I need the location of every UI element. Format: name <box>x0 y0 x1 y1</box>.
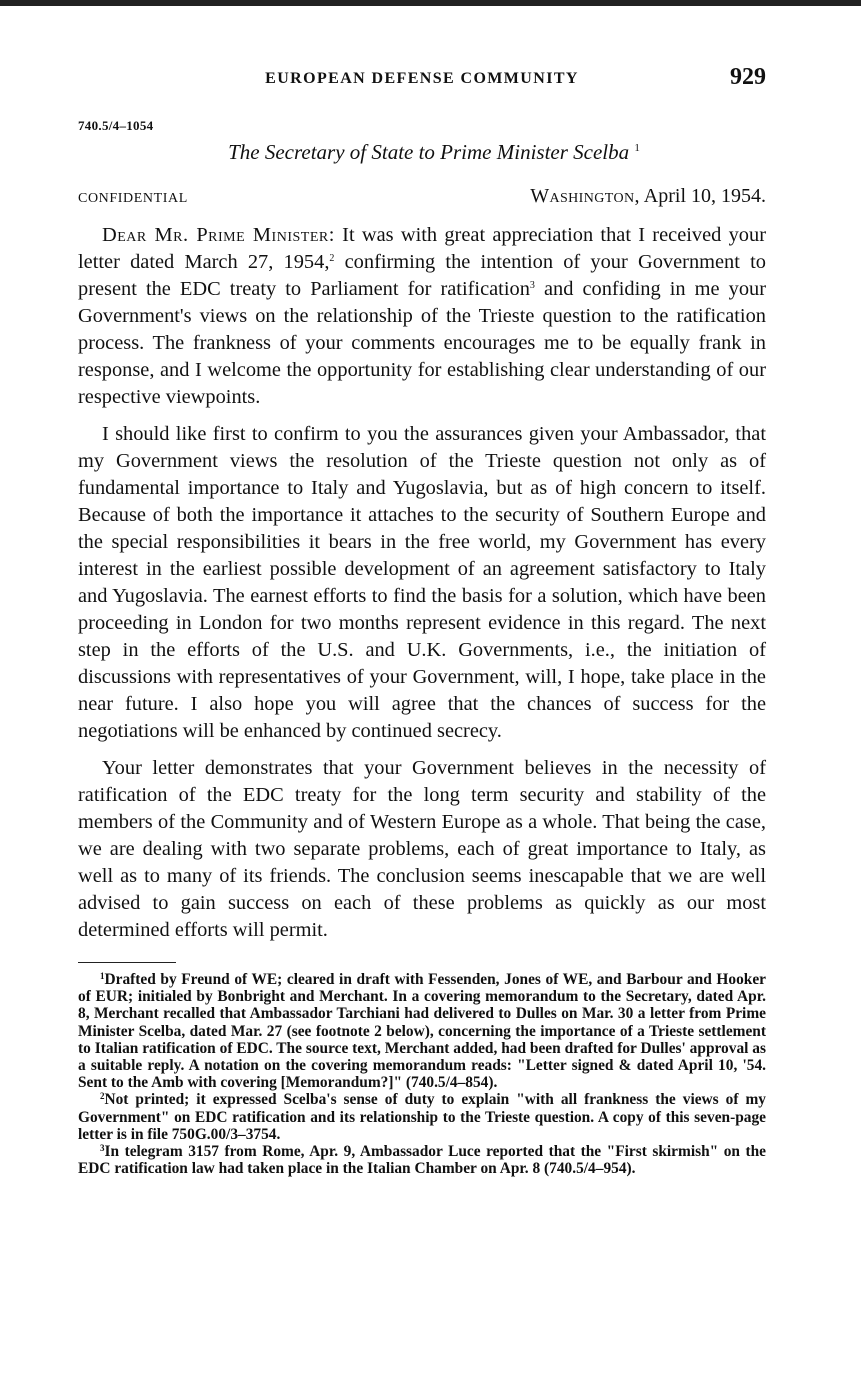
footnote-3 <box>78 1143 766 1177</box>
footnote-ref-3: 3 <box>529 280 535 291</box>
footnote-text: Not printed; it expressed Scelba's sense of duty to explain "with all frankness the views of my Government" on EDC ratification and its relationship to the Trieste question. A copy of this seven-page letter is in file 750G.00/3–3754. <box>78 1091 766 1143</box>
footnote-marker: 3 <box>100 1143 105 1154</box>
classification-line <box>78 185 766 208</box>
running-head <box>78 62 766 98</box>
footnote-marker: 2 <box>100 1091 105 1102</box>
footnote-ref-2: 2 <box>329 253 335 264</box>
dateline-place: Washington, <box>530 185 640 207</box>
footnote-1 <box>78 971 766 1091</box>
document-title-text: The Secretary of State to Prime Minister Scelba <box>228 140 630 164</box>
footnotes <box>78 971 766 1177</box>
document-page <box>78 62 766 1177</box>
paragraph-1 <box>78 222 766 411</box>
paragraph-1-part-a: It was with great appreciation that I received your letter dated March 27, 1954, <box>78 224 766 273</box>
dateline <box>530 185 766 208</box>
paragraph-2: I should like first to confirm to you the assurances given your Ambassador, that my Government views the resolution of the Trieste question not only as of fundamental importance to Italy and Yugoslavia, but as of high concern to itself. Because of both the importance it attaches to the security of Southern Europe and the special responsibilities it bears in the free world, my Government has every interest in the earliest possible development of an agreement satisfactory to Italy and Yugoslavia. The earnest efforts to find the basis for a solution, which have been proceeding in London for two months represent evidence in this regard. The next step in the efforts of the U.S. and U.K. Governments, i.e., the initiation of discussions with representatives of your Government, will, I hope, take place in the near future. I also hope you will agree that the chances of success for the negotiations will be enhanced by continued secrecy. <box>78 423 766 742</box>
footnote-marker: 1 <box>100 971 105 981</box>
footnote-text: In telegram 3157 from Rome, Apr. 9, Ambassador Luce reported that the "First skirmish" on the EDC ratification law had taken place in the Italian Chamber on Apr. 8 (740.5/4–954). <box>78 1143 766 1178</box>
letter-body <box>78 222 766 944</box>
salutation: Dear Mr. Prime Minister: <box>102 224 335 246</box>
running-title: EUROPEAN DEFENSE COMMUNITY <box>265 70 579 87</box>
document-title <box>78 140 766 165</box>
footnote-ref-1: 1 <box>634 142 640 154</box>
footnote-2 <box>78 1091 766 1143</box>
paragraph-3: Your letter demonstrates that your Government believes in the necessity of ratification of the EDC treaty for the long term security and stability of the members of the Community and of Western Europe as a whole. That being the case, we are dealing with two separate problems, each of great importance to Italy, as well as to many of its friends. The conclusion seems inescapable that we are well advised to gain success on each of these problems as quickly as our most determined efforts will permit. <box>78 757 766 941</box>
classification: CONFIDENTIAL <box>78 191 188 206</box>
file-number: 740.5/4–1054 <box>78 118 154 133</box>
footnote-divider <box>78 962 176 963</box>
paragraph-1-part-c: and confiding in me your Government's views on the relationship of the Trieste question to the ratification process. The frankness of your comments encourages me to be equally frank in response, and I welcome the opportunity for establishing clear understanding of our respective viewpoints. <box>78 278 766 408</box>
top-border <box>0 0 861 6</box>
paragraph-1-part-b: confirming the intention of your Government to present the EDC treaty to Parliament for ratification <box>78 251 766 300</box>
dateline-date: April 10, 1954. <box>643 185 766 207</box>
page-number: 929 <box>730 64 766 90</box>
footnote-text: Drafted by Freund of WE; cleared in draft with Fessenden, Jones of WE, and Barbour and Hooker of EUR; initialed by Bonbright and Merchant. In a covering memorandum to the Secretary, dated Apr. 8, Merchant recalled that Ambassador Tarchiani had delivered to Dulles on Mar. 30 a letter from Prime Minister Scelba, dated Mar. 27 (see footnote 2 below), concerning the importance of a Trieste settlement to Italian ratification of EDC. The source text, Merchant added, had been drafted for Dulles' approval as a suitable reply. A notation on the covering memorandum reads: "Letter signed & dated April 10, '54. Sent to the Amb with covering [Memorandum?]" (740.5/4–854). <box>78 971 766 1092</box>
